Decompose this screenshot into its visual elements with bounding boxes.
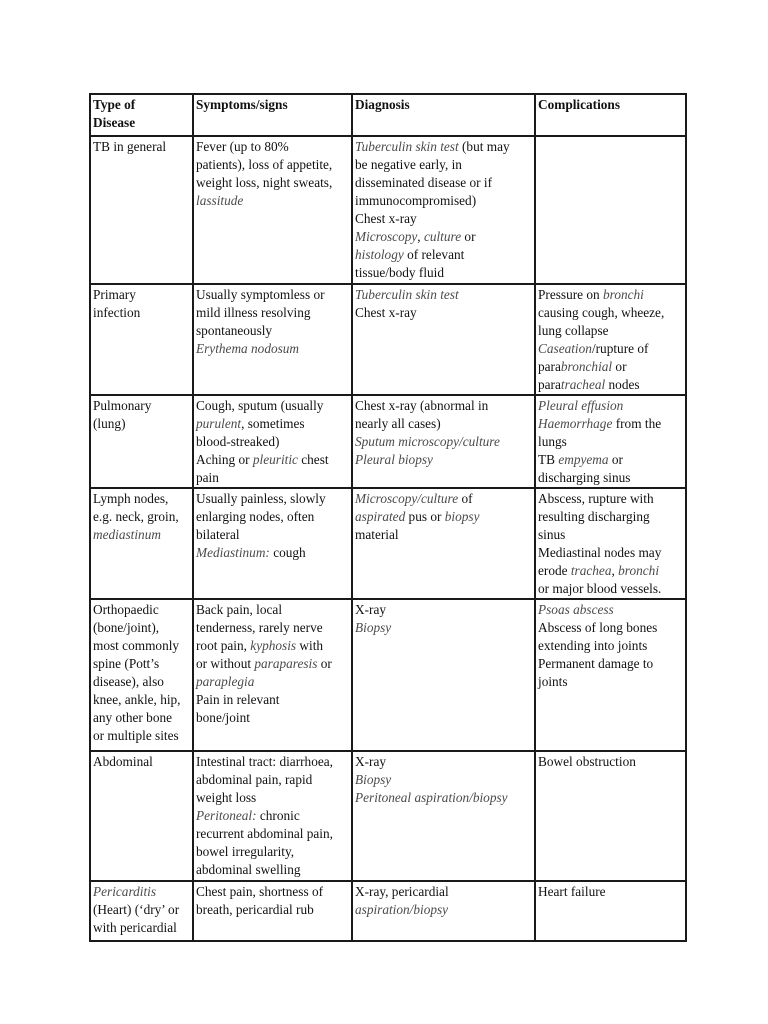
- text-run: abdominal pain, rapid: [196, 772, 313, 787]
- text-run: Lymph nodes,: [93, 491, 169, 506]
- italic-term: pleuritic: [252, 452, 298, 467]
- cell-line: [538, 415, 683, 433]
- cell-line: [196, 789, 349, 807]
- cell-line: [196, 544, 349, 562]
- cell-line: [196, 709, 349, 727]
- cell-line: [93, 753, 190, 771]
- text-run: bowel irregularity,: [196, 844, 295, 859]
- cell-line: [196, 673, 349, 691]
- cell-line: [93, 919, 190, 937]
- text-run: weight loss, night sweats,: [196, 175, 333, 190]
- cell-line: [196, 415, 349, 433]
- text-run: Bowel obstruction: [538, 754, 636, 769]
- cell-line: [538, 601, 683, 619]
- cell-symptoms-signs: [193, 751, 352, 881]
- text-run: Chest pain, shortness of: [196, 884, 324, 899]
- text-run: Orthopaedic: [93, 602, 159, 617]
- table-row: [90, 881, 686, 941]
- cell-line: [355, 901, 532, 919]
- cell-line: [538, 637, 683, 655]
- text-run: X-ray: [355, 754, 387, 769]
- italic-term: Tuberculin skin test: [355, 139, 459, 154]
- cell-complications: [535, 751, 686, 881]
- cell-line: [196, 192, 349, 210]
- cell-line: [538, 673, 683, 691]
- cell-line: [538, 358, 683, 376]
- italic-term: Pericarditis: [93, 884, 157, 899]
- cell-line: [355, 883, 532, 901]
- italic-term: purulent: [196, 416, 242, 431]
- cell-line: [355, 451, 532, 469]
- text-run: (lung): [93, 416, 126, 431]
- cell-line: [196, 451, 349, 469]
- italic-term: mediastinum: [93, 527, 161, 542]
- table-row: [90, 395, 686, 488]
- cell-line: [196, 883, 349, 901]
- cell-line: [196, 771, 349, 789]
- text-run: or: [461, 229, 476, 244]
- text-run: chronic: [256, 808, 300, 823]
- cell-line: [538, 508, 683, 526]
- cell-type-of-disease: [90, 284, 193, 395]
- text-run: spontaneously: [196, 323, 273, 338]
- text-run: joints: [538, 674, 568, 689]
- cell-symptoms-signs: [193, 488, 352, 599]
- text-run: Intestinal tract: diarrhoea,: [196, 754, 333, 769]
- cell-line: [93, 304, 190, 322]
- italic-term: lassitude: [196, 193, 244, 208]
- cell-type-of-disease: [90, 136, 193, 284]
- cell-line: [196, 490, 349, 508]
- cell-complications: [535, 395, 686, 488]
- italic-term: biopsy: [444, 509, 480, 524]
- cell-type-of-disease: [90, 488, 193, 599]
- cell-line: [538, 562, 683, 580]
- cell-diagnosis: [352, 136, 535, 284]
- cell-line: [355, 490, 532, 508]
- cell-line: [196, 508, 349, 526]
- cell-line: [355, 156, 532, 174]
- cell-line: [538, 619, 683, 637]
- cell-complications: [535, 881, 686, 941]
- text-run: erode: [538, 563, 571, 578]
- text-run: X-ray: [355, 602, 387, 617]
- italic-term: Biopsy: [355, 772, 392, 787]
- text-run: para: [538, 359, 561, 374]
- header-complications: Complications: [535, 94, 686, 136]
- cell-line: [538, 469, 683, 487]
- text-run: immunocompromised): [355, 193, 477, 208]
- text-run: Usually symptomless or: [196, 287, 325, 302]
- cell-line: [93, 619, 190, 637]
- italic-term: bronchial: [560, 359, 613, 374]
- text-run: disease), also: [93, 674, 164, 689]
- cell-line: [196, 901, 349, 919]
- cell-line: [196, 861, 349, 879]
- table-row: [90, 284, 686, 395]
- text-run: TB: [538, 452, 559, 467]
- cell-line: [355, 304, 532, 322]
- cell-line: [355, 619, 532, 637]
- text-run: mild illness resolving: [196, 305, 311, 320]
- text-run: be negative early, in: [355, 157, 462, 172]
- italic-term: Tuberculin skin test: [355, 287, 459, 302]
- cell-type-of-disease: [90, 751, 193, 881]
- text-run: or multiple sites: [93, 728, 179, 743]
- cell-line: [355, 508, 532, 526]
- cell-line: [93, 637, 190, 655]
- cell-line: [538, 526, 683, 544]
- cell-line: [355, 210, 532, 228]
- italic-term: Erythema nodosum: [196, 341, 300, 356]
- cell-diagnosis: [352, 488, 535, 599]
- cell-line: [355, 228, 532, 246]
- cell-line: [355, 246, 532, 264]
- cell-diagnosis: [352, 751, 535, 881]
- italic-term: Biopsy: [355, 620, 392, 635]
- cell-line: [538, 753, 683, 771]
- text-run: bilateral: [196, 527, 240, 542]
- cell-line: [93, 490, 190, 508]
- text-run: Fever (up to 80%: [196, 139, 289, 154]
- header-diagnosis: Diagnosis: [352, 94, 535, 136]
- text-run: Pain in relevant: [196, 692, 280, 707]
- cell-line: [196, 433, 349, 451]
- cell-line: [355, 771, 532, 789]
- text-run: chest: [297, 452, 329, 467]
- text-run: Abscess of long bones: [538, 620, 658, 635]
- cell-line: [93, 901, 190, 919]
- text-run: Chest x-ray (abnormal in: [355, 398, 489, 413]
- cell-line: [196, 397, 349, 415]
- cell-line: [93, 709, 190, 727]
- text-run: pain: [196, 470, 219, 485]
- text-run: Mediastinal nodes may: [538, 545, 662, 560]
- cell-complications: [535, 136, 686, 284]
- text-run: para: [538, 377, 561, 392]
- text-run: (but may: [458, 139, 510, 154]
- cell-line: [538, 304, 683, 322]
- text-run: Heart failure: [538, 884, 606, 899]
- cell-type-of-disease: [90, 395, 193, 488]
- cell-diagnosis: [352, 881, 535, 941]
- text-run: tissue/body fluid: [355, 265, 445, 280]
- cell-line: [196, 340, 349, 358]
- cell-line: [355, 526, 532, 544]
- text-run: infection: [93, 305, 141, 320]
- cell-symptoms-signs: [193, 881, 352, 941]
- italic-term: bronchi: [618, 563, 660, 578]
- cell-line: [196, 138, 349, 156]
- text-run: ,: [611, 563, 619, 578]
- cell-diagnosis: [352, 395, 535, 488]
- cell-line: [93, 601, 190, 619]
- text-run: Abdominal: [93, 754, 153, 769]
- italic-term: aspiration/biopsy: [355, 902, 449, 917]
- cell-line: [355, 174, 532, 192]
- text-run: knee, ankle, hip,: [93, 692, 181, 707]
- text-run: tenderness, rarely nerve: [196, 620, 323, 635]
- text-run: disseminated disease or if: [355, 175, 492, 190]
- cell-line: [538, 883, 683, 901]
- text-run: pus or: [405, 509, 445, 524]
- table-row: [90, 599, 686, 751]
- text-run: Chest x-ray: [355, 211, 417, 226]
- text-run: root pain,: [196, 638, 251, 653]
- text-run: Primary: [93, 287, 136, 302]
- italic-term: Microscopy/culture: [355, 491, 459, 506]
- cell-line: [196, 691, 349, 709]
- text-run: with: [296, 638, 324, 653]
- table-row: [90, 751, 686, 881]
- cell-line: [93, 526, 190, 544]
- text-run: ,: [417, 229, 424, 244]
- text-run: patients), loss of appetite,: [196, 157, 333, 172]
- text-run: Chest x-ray: [355, 305, 417, 320]
- text-run: most commonly: [93, 638, 180, 653]
- text-run: Pressure on: [538, 287, 603, 302]
- text-run: Back pain, local: [196, 602, 283, 617]
- text-run: from the: [612, 416, 662, 431]
- cell-type-of-disease: [90, 881, 193, 941]
- italic-term: Mediastinum:: [196, 545, 270, 560]
- cell-line: [93, 727, 190, 745]
- text-run: or major blood vessels.: [538, 581, 662, 596]
- tb-disease-table: [89, 93, 687, 942]
- cell-line: [93, 138, 190, 156]
- text-run: spine (Pott’s: [93, 656, 160, 671]
- text-run: of: [458, 491, 473, 506]
- cell-line: [93, 691, 190, 709]
- text-run: resulting discharging: [538, 509, 650, 524]
- text-run: any other bone: [93, 710, 173, 725]
- cell-line: [196, 526, 349, 544]
- text-run: Aching or: [196, 452, 253, 467]
- cell-line: [355, 397, 532, 415]
- cell-line: [538, 286, 683, 304]
- text-run: cough: [269, 545, 306, 560]
- cell-diagnosis: [352, 284, 535, 395]
- italic-term: Microscopy: [355, 229, 418, 244]
- text-run: (Heart) (‘dry’ or: [93, 902, 180, 917]
- cell-line: [196, 601, 349, 619]
- italic-term: Haemorrhage: [538, 416, 613, 431]
- text-run: lung collapse: [538, 323, 609, 338]
- cell-line: [196, 469, 349, 487]
- italic-term: Pleural biopsy: [355, 452, 433, 467]
- italic-term: tracheal: [560, 377, 606, 392]
- text-run: breath, pericardial rub: [196, 902, 314, 917]
- text-run: /rupture of: [591, 341, 649, 356]
- cell-line: [196, 619, 349, 637]
- text-run: TB in general: [93, 139, 167, 154]
- text-run: material: [355, 527, 399, 542]
- cell-symptoms-signs: [193, 395, 352, 488]
- italic-term: Peritoneal aspiration/biopsy: [355, 790, 508, 805]
- header-type-of-disease: Type of Disease: [90, 94, 193, 136]
- cell-line: [355, 264, 532, 282]
- text-run: or: [608, 452, 623, 467]
- cell-complications: [535, 284, 686, 395]
- italic-term: Peritoneal:: [196, 808, 257, 823]
- cell-line: [355, 433, 532, 451]
- italic-term: kyphosis: [250, 638, 297, 653]
- text-run: e.g. neck, groin,: [93, 509, 179, 524]
- cell-line: [355, 753, 532, 771]
- cell-line: [196, 174, 349, 192]
- cell-line: [196, 655, 349, 673]
- cell-complications: [535, 599, 686, 751]
- text-run: or without: [196, 656, 255, 671]
- cell-symptoms-signs: [193, 136, 352, 284]
- italic-term: trachea: [570, 563, 612, 578]
- text-run: sinus: [538, 527, 566, 542]
- italic-term: bronchi: [603, 287, 644, 302]
- text-run: extending into joints: [538, 638, 648, 653]
- cell-line: [355, 286, 532, 304]
- text-run: Usually painless, slowly: [196, 491, 326, 506]
- cell-line: [538, 544, 683, 562]
- cell-line: [93, 883, 190, 901]
- cell-line: [355, 415, 532, 433]
- cell-line: [538, 376, 683, 394]
- text-run: abdominal swelling: [196, 862, 301, 877]
- italic-term: empyema: [558, 452, 609, 467]
- text-run: Permanent damage to: [538, 656, 654, 671]
- text-run: with pericardial: [93, 920, 177, 935]
- cell-line: [93, 655, 190, 673]
- text-run: nearly all cases): [355, 416, 441, 431]
- cell-line: [355, 601, 532, 619]
- italic-term: paraparesis: [254, 656, 318, 671]
- italic-term: paraplegia: [196, 674, 255, 689]
- cell-symptoms-signs: [193, 599, 352, 751]
- cell-line: [93, 508, 190, 526]
- text-run: nodes: [605, 377, 640, 392]
- cell-line: [355, 789, 532, 807]
- header-symptoms-signs: Symptoms/signs: [193, 94, 352, 136]
- text-run: X-ray, pericardial: [355, 884, 449, 899]
- text-run: causing cough, wheeze,: [538, 305, 665, 320]
- cell-line: [538, 451, 683, 469]
- italic-term: Psoas abscess: [538, 602, 614, 617]
- cell-line: [538, 397, 683, 415]
- italic-term: histology: [355, 247, 404, 262]
- text-run: (bone/joint),: [93, 620, 160, 635]
- table-row: [90, 136, 686, 284]
- text-run: or: [612, 359, 627, 374]
- text-run: Cough, sputum (usually: [196, 398, 324, 413]
- cell-line: [196, 843, 349, 861]
- text-run: lungs: [538, 434, 567, 449]
- cell-line: [538, 433, 683, 451]
- cell-line: [93, 397, 190, 415]
- cell-line: [196, 825, 349, 843]
- table-row: [90, 488, 686, 599]
- text-run: recurrent abdominal pain,: [196, 826, 333, 841]
- cell-line: [196, 807, 349, 825]
- text-run: , sometimes: [241, 416, 305, 431]
- cell-line: [538, 655, 683, 673]
- text-run: enlarging nodes, often: [196, 509, 315, 524]
- text-run: blood-streaked): [196, 434, 280, 449]
- cell-line: [538, 340, 683, 358]
- text-run: Pulmonary: [93, 398, 152, 413]
- cell-complications: [535, 488, 686, 599]
- cell-line: [355, 138, 532, 156]
- header-row: [90, 94, 686, 136]
- cell-diagnosis: [352, 599, 535, 751]
- italic-term: culture: [423, 229, 462, 244]
- cell-line: [93, 286, 190, 304]
- cell-symptoms-signs: [193, 284, 352, 395]
- cell-line: [93, 415, 190, 433]
- cell-line: [538, 322, 683, 340]
- text-run: Abscess, rupture with: [538, 491, 654, 506]
- italic-term: Pleural effusion: [538, 398, 624, 413]
- cell-line: [538, 580, 683, 598]
- cell-line: [196, 753, 349, 771]
- italic-term: Caseation: [538, 341, 592, 356]
- cell-line: [196, 304, 349, 322]
- text-run: or: [317, 656, 332, 671]
- text-run: bone/joint: [196, 710, 250, 725]
- text-run: of relevant: [403, 247, 465, 262]
- cell-line: [196, 322, 349, 340]
- text-run: weight loss: [196, 790, 257, 805]
- cell-line: [196, 637, 349, 655]
- italic-term: aspirated: [355, 509, 406, 524]
- text-run: discharging sinus: [538, 470, 631, 485]
- cell-line: [538, 490, 683, 508]
- cell-line: [355, 192, 532, 210]
- cell-line: [196, 156, 349, 174]
- cell-type-of-disease: [90, 599, 193, 751]
- italic-term: Sputum microscopy/culture: [355, 434, 500, 449]
- cell-line: [196, 286, 349, 304]
- cell-line: [93, 673, 190, 691]
